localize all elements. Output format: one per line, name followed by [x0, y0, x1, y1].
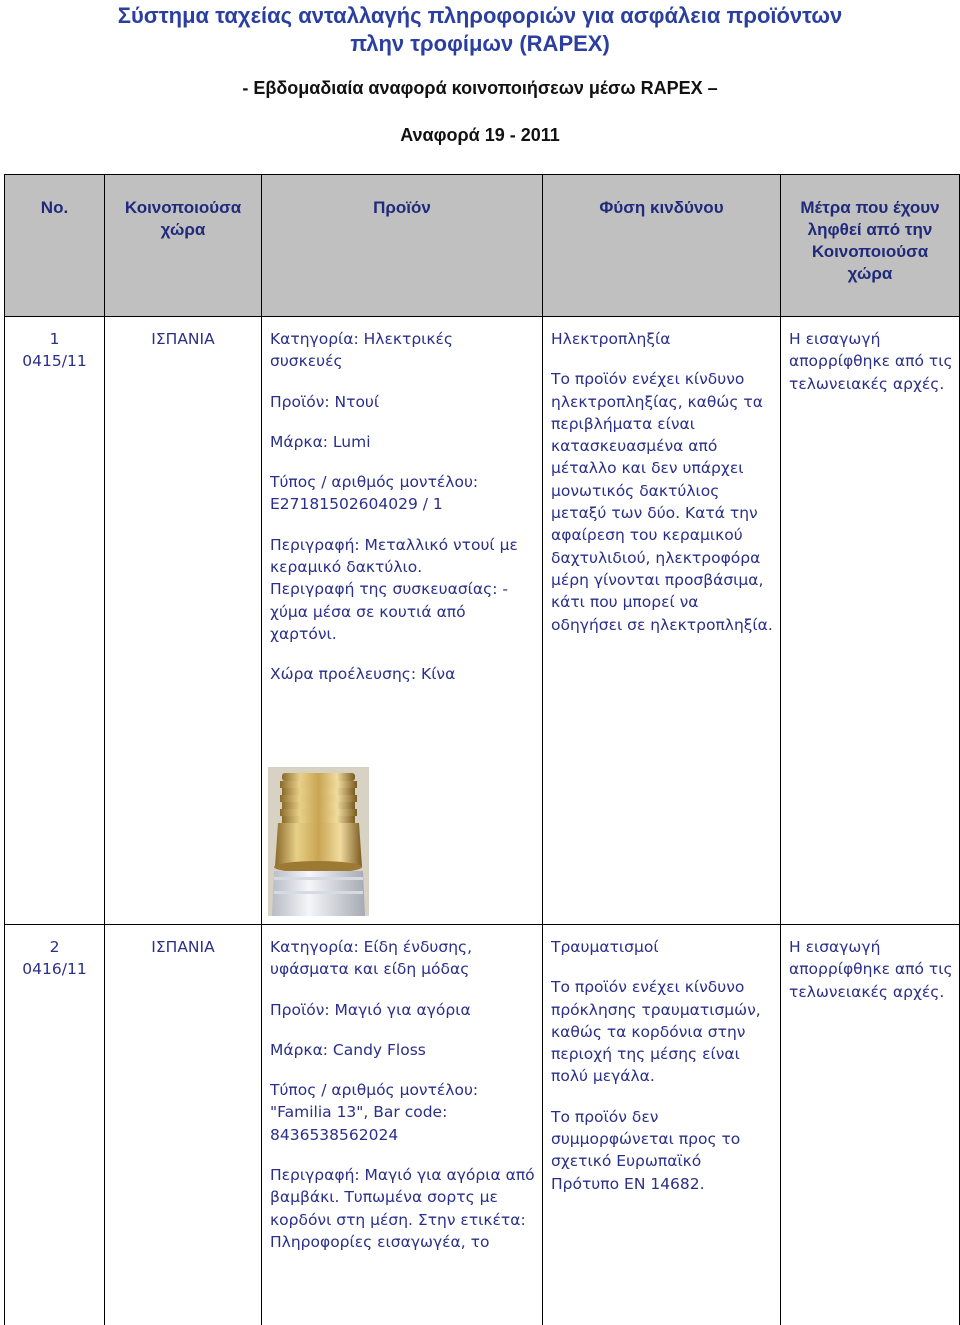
- product-description: Περιγραφή: Μεταλλικό ντουί με κεραμικό δακτύλιο.: [270, 535, 518, 577]
- risk-cell: [543, 925, 781, 1325]
- row-number: 1: [49, 330, 60, 348]
- risk-cell: [543, 317, 781, 925]
- table-row: [5, 317, 960, 925]
- risk-standard-note: Το προϊόν δεν συμμορφώνεται προς το σχετικό Ευρωπαϊκό Πρότυπο EN 14682.: [551, 1107, 741, 1193]
- country-name: ΙΣΠΑΝΙΑ: [151, 330, 215, 348]
- product-packaging: Περιγραφή της συσκευασίας: - χύμα μέσα σε κουτιά από χαρτόνι.: [270, 580, 508, 643]
- country-name: ΙΣΠΑΝΙΑ: [151, 938, 215, 956]
- product-brand: Μάρκα: Candy Floss: [270, 1040, 426, 1059]
- risk-description: Το προϊόν ενέχει κίνδυνο ηλεκτροπληξίας, καθώς τα περιβλήματα είναι κατασκευασμένα από μέταλλο και δεν υπάρχει μονωτικός δακτύλιος μεταξύ των δύο. Κατά την αφαίρεση του κεραμικού δαχτυλιδιού, ηλεκτροφόρα μέρη γίνονται προσβάσιμα, κάτι που μπορεί να οδηγήσει σε ηλεκτροπληξία.: [551, 370, 773, 634]
- product-origin: Χώρα προέλευσης: Κίνα: [270, 665, 456, 684]
- product-description: Περιγραφή: Μαγιό για αγόρια από βαμβάκι. Τυπωμένα σορτς με κορδόνι στη μέση. Στην ετικέτα: Πληροφορίες εισαγωγέα, το: [270, 1166, 535, 1251]
- report-subtitle: - Εβδομαδιαία αναφορά κοινοποιήσεων μέσω RAPEX –: [242, 78, 718, 98]
- row-number-cell: [5, 317, 105, 925]
- product-model: Τύπος / αριθμός μοντέλου: E27181502604029 / 1: [270, 473, 479, 514]
- product-category: Κατηγορία: Ηλεκτρικές συσκευές: [270, 330, 454, 371]
- risk-title: Ηλεκτροπληξία: [551, 330, 671, 348]
- lamp-socket-icon: [268, 767, 369, 916]
- product-cell: [262, 925, 543, 1325]
- measures-text: Η εισαγωγή απορρίφθηκε από τις τελωνειακές αρχές.: [789, 938, 953, 1001]
- risk-title: Τραυματισμοί: [551, 938, 659, 956]
- row-reference: 0416/11: [22, 960, 87, 979]
- measures-text: Η εισαγωγή απορρίφθηκε από τις τελωνειακές αρχές.: [789, 330, 953, 393]
- report-number: Αναφορά 19 - 2011: [400, 125, 560, 145]
- table-row: [5, 925, 960, 1325]
- country-cell: [105, 317, 262, 925]
- product-brand: Μάρκα: Lumi: [270, 432, 371, 451]
- row-number: 2: [49, 938, 60, 956]
- row-reference: 0415/11: [22, 352, 87, 371]
- report-title-line1: Σύστημα ταχείας ανταλλαγής πληροφοριών για ασφάλεια προϊόντων: [117, 3, 843, 28]
- product-name: Προϊόν: Ντουί: [270, 392, 380, 411]
- product-category: Κατηγορία: Είδη ένδυσης, υφάσματα και είδη μόδας: [270, 938, 473, 979]
- header-country: Κοινοποιούσα χώρα: [105, 175, 262, 317]
- product-name: Προϊόν: Μαγιό για αγόρια: [270, 1000, 471, 1019]
- header-product: Προϊόν: [262, 175, 543, 317]
- risk-description: Το προϊόν ενέχει κίνδυνο πρόκλησης τραυματισμών, καθώς τα κορδόνια στην περιοχή της μέσης είναι πολύ μεγάλα.: [551, 978, 761, 1086]
- header-measures: Μέτρα που έχουν ληφθεί από την Κοινοποιούσα χώρα: [781, 175, 960, 317]
- header-no: No.: [5, 175, 105, 317]
- row-number-cell: [5, 925, 105, 1325]
- country-cell: [105, 925, 262, 1325]
- measures-cell: [781, 925, 960, 1325]
- report-title-line2: πλην τροφίμων (RAPEX): [350, 31, 610, 56]
- lamp-socket-photo: [268, 767, 369, 916]
- notifications-table: [4, 174, 960, 1325]
- product-model: Τύπος / αριθμός μοντέλου: "Familia 13", Bar code: 8436538562024: [270, 1081, 479, 1144]
- table-header-row: [5, 175, 960, 317]
- measures-cell: [781, 317, 960, 925]
- header-risk: Φύση κινδύνου: [543, 175, 781, 317]
